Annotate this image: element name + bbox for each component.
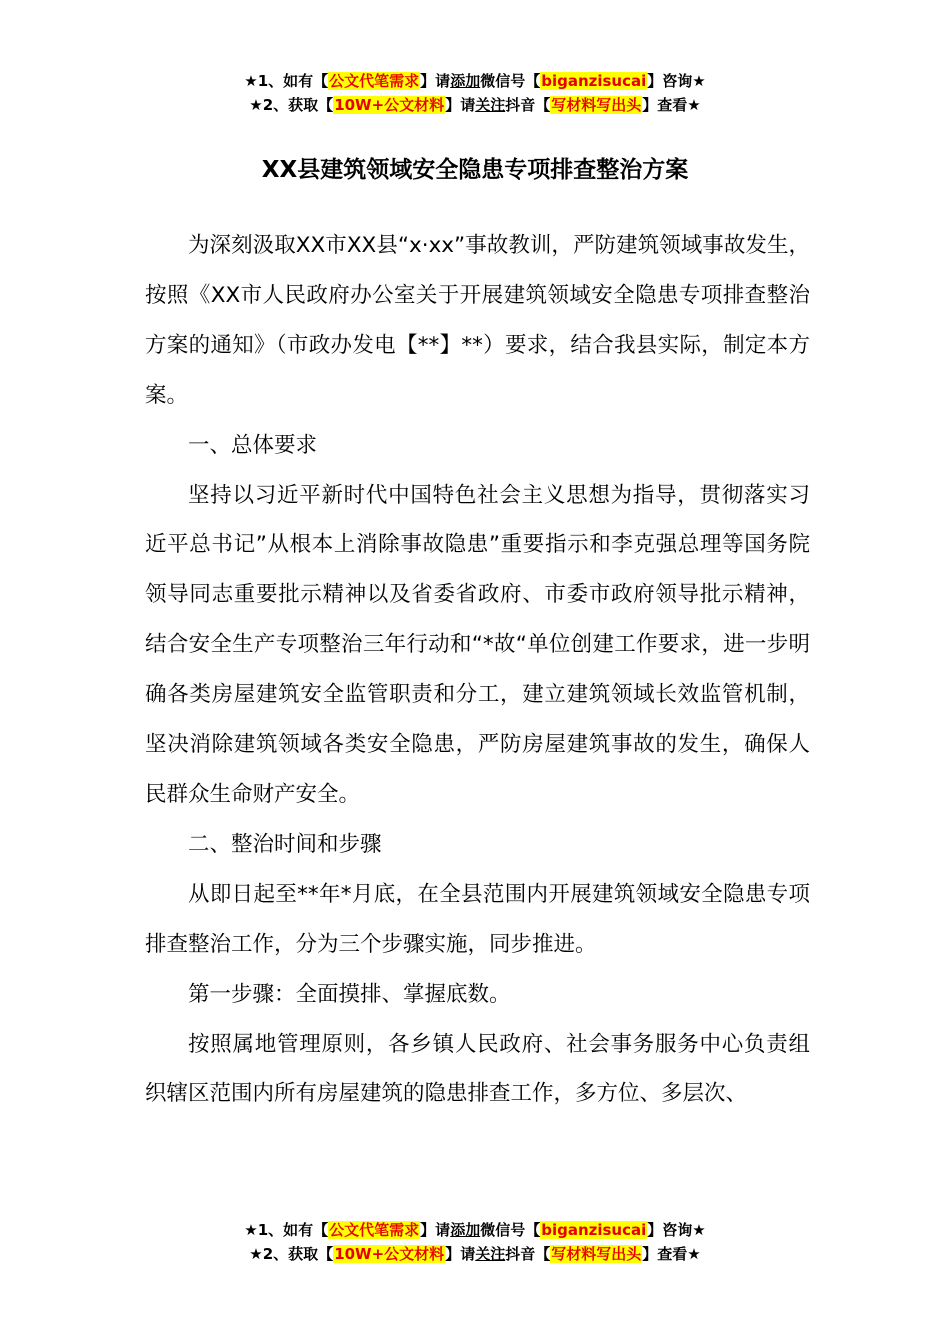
- promo-underlined: 关注: [475, 1245, 506, 1263]
- document-body: [145, 221, 810, 1119]
- promo-underlined: 添加: [450, 1221, 481, 1239]
- paragraph-step-one: 第一步骤：全面摸排、掌握底数。: [188, 981, 511, 1007]
- promo-line-2: [0, 93, 950, 117]
- promo-highlight: 写材料写出头: [551, 96, 642, 114]
- header-promo-banner: [0, 69, 950, 117]
- promo-line-2: [0, 1242, 950, 1266]
- promo-text: 】请: [445, 1245, 476, 1263]
- promo-text: ★2、获取【: [249, 96, 334, 114]
- paragraph-intro: 为深刻汲取XX市XX县“x·xx”事故教训，严防建筑领域事故发生，按照《XX市人民政府办公室关于开展建筑领域安全隐患专项排查整治方案的通知》（市政办发电【**】**）要求，结合我县实际，制定本方案。: [145, 233, 810, 408]
- promo-highlight: 10W+公文材料: [334, 96, 445, 114]
- promo-text: 抖音【: [505, 96, 551, 114]
- promo-highlight: biganzisucai: [541, 1221, 647, 1239]
- paragraph-step-one-detail: 按照属地管理原则，各乡镇人民政府、社会事务服务中心负责组织辖区范围内所有房屋建筑的隐患排查工作，多方位、多层次、: [145, 1031, 810, 1107]
- promo-highlight: 公文代笔需求: [329, 72, 420, 90]
- promo-text: ★1、如有【: [244, 1221, 329, 1239]
- promo-text: 抖音【: [505, 1245, 551, 1263]
- paragraph-general-requirements: 坚持以习近平新时代中国特色社会主义思想为指导，贯彻落实习近平总书记”从根本上消除事故隐患”重要指示和李克强总理等国务院领导同志重要批示精神以及省委省政府、市委市政府领导批示精神，结合安全生产专项整治三年行动和“*故“单位创建工作要求，进一步明确各类房屋建筑安全监管职责和分工，建立建筑领域长效监管机制，坚决消除建筑领域各类安全隐患，严防房屋建筑事故的发生，确保人民群众生命财产安全。: [145, 482, 810, 807]
- promo-text: 】请: [420, 1221, 451, 1239]
- promo-text: 】咨询★: [647, 1221, 706, 1239]
- promo-text: 】请: [445, 96, 476, 114]
- promo-text: 】咨询★: [647, 72, 706, 90]
- promo-line-1: [0, 69, 950, 93]
- promo-highlight: 公文代笔需求: [329, 1221, 420, 1239]
- promo-highlight: 10W+公文材料: [334, 1245, 445, 1263]
- promo-line-1: [0, 1218, 950, 1242]
- section-heading-general-requirements: 一、总体要求: [188, 432, 318, 458]
- promo-highlight: biganzisucai: [541, 72, 647, 90]
- paragraph-time-and-steps: 从即日起至**年*月底，在全县范围内开展建筑领域安全隐患专项排查整治工作，分为三个步骤实施，同步推进。: [145, 881, 810, 957]
- footer-promo-banner: [0, 1218, 950, 1266]
- promo-text: 】查看★: [642, 96, 701, 114]
- promo-text: 微信号【: [480, 72, 541, 90]
- promo-text: 】请: [420, 72, 451, 90]
- section-heading-time-and-steps: 二、整治时间和步骤: [188, 831, 382, 857]
- document-title: XX县建筑领域安全隐患专项排查整治方案: [261, 157, 689, 183]
- promo-text: ★1、如有【: [244, 72, 329, 90]
- promo-text: 】查看★: [642, 1245, 701, 1263]
- promo-highlight: 写材料写出头: [551, 1245, 642, 1263]
- promo-text: 微信号【: [480, 1221, 541, 1239]
- promo-underlined: 添加: [450, 72, 481, 90]
- promo-underlined: 关注: [475, 96, 506, 114]
- promo-text: ★2、获取【: [249, 1245, 334, 1263]
